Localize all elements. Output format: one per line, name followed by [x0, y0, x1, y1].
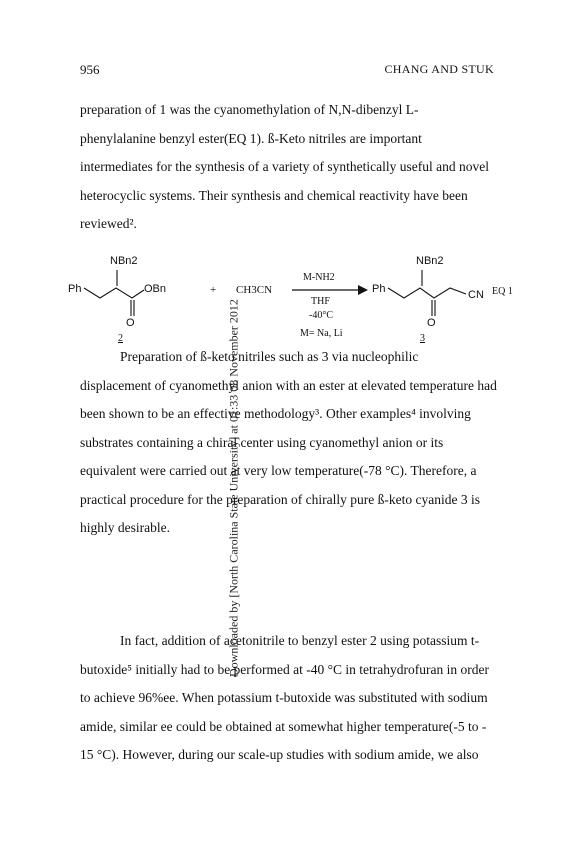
- reaction-arrow: [292, 285, 368, 295]
- reactant-ph-label: Ph: [68, 283, 82, 295]
- text-line: substrates containing a chiral center using cyanomethyl anion or its: [80, 434, 444, 450]
- paragraph-2: [80, 343, 510, 543]
- product-number: 3: [420, 333, 425, 344]
- text-line: intermediates for the synthesis of a variety of synthetically useful and novel: [80, 159, 490, 174]
- arrow-metal-note: M= Na, Li: [300, 328, 343, 339]
- plus-sign: +: [210, 284, 217, 296]
- text-line: practical procedure for the preparation of chirally pure ß-keto cyanide 3 is: [80, 491, 480, 507]
- arrow-solvent: THF: [311, 296, 330, 307]
- text-line: butoxide⁵ initially had to be performed at -40 °C in tetrahydrofuran in order: [80, 661, 489, 677]
- text-line: Preparation of ß-keto nitriles such as 3 via nucleophilic: [120, 349, 419, 364]
- download-watermark: Downloaded by [North Carolina State University] at 01:33 08 November 2012: [226, 299, 241, 677]
- reactant-bonds: [84, 270, 144, 316]
- text-line: amide, similar ee could be obtained at somewhat higher temperature(-5 to -: [80, 718, 487, 734]
- product-carbonyl-label: O: [427, 317, 436, 329]
- reactant-carbonyl-label: O: [126, 317, 135, 329]
- equation-label: EQ 1: [492, 286, 513, 297]
- text-line: phenylalanine benzyl ester(EQ 1). ß-Keto nitriles are important: [80, 130, 422, 146]
- paragraph-1: [80, 96, 510, 239]
- text-line: equivalent were carried out at very low temperature(-78 °C). Therefore, a: [80, 463, 477, 478]
- text-line: 15 °C). However, during our scale-up studies with sodium amide, we also: [80, 747, 479, 762]
- text-line: preparation of 1 was the cyanomethylation of N,N-dibenzyl L-: [80, 102, 419, 117]
- product-amine-label: NBn2: [416, 255, 444, 267]
- acetonitrile-reagent: CH3CN: [236, 284, 273, 296]
- product-cyano-label: CN: [468, 289, 484, 301]
- paragraph-3: [80, 627, 510, 770]
- text-line: displacement of cyanomethyl anion with an ester at elevated temperature had: [80, 377, 497, 393]
- text-line: highly desirable.: [80, 520, 170, 535]
- scheme-drawing: [60, 246, 520, 346]
- reactant-amine-label: NBn2: [110, 255, 138, 267]
- reaction-scheme: [60, 246, 520, 346]
- arrow-temperature: -40°C: [309, 310, 333, 321]
- reactant-number: 2: [118, 333, 123, 344]
- text-line: to achieve 96%ee. When potassium t-butoxide was substituted with sodium: [80, 690, 488, 705]
- text-line: reviewed².: [80, 216, 137, 231]
- text-line: heterocyclic systems. Their synthesis and chemical reactivity have been: [80, 187, 468, 203]
- arrow-top-reagent: M-NH2: [303, 272, 335, 283]
- page-number: 956: [80, 62, 100, 77]
- product-ph-label: Ph: [372, 283, 386, 295]
- running-head: CHANG AND STUK: [384, 62, 494, 76]
- product-bonds: [388, 270, 466, 316]
- text-line: been shown to be an effective methodology³. Other examples⁴ involving: [80, 406, 471, 421]
- reactant-ester-label: OBn: [144, 283, 167, 295]
- text-line: In fact, addition of acetonitrile to benzyl ester 2 using potassium t-: [120, 633, 480, 648]
